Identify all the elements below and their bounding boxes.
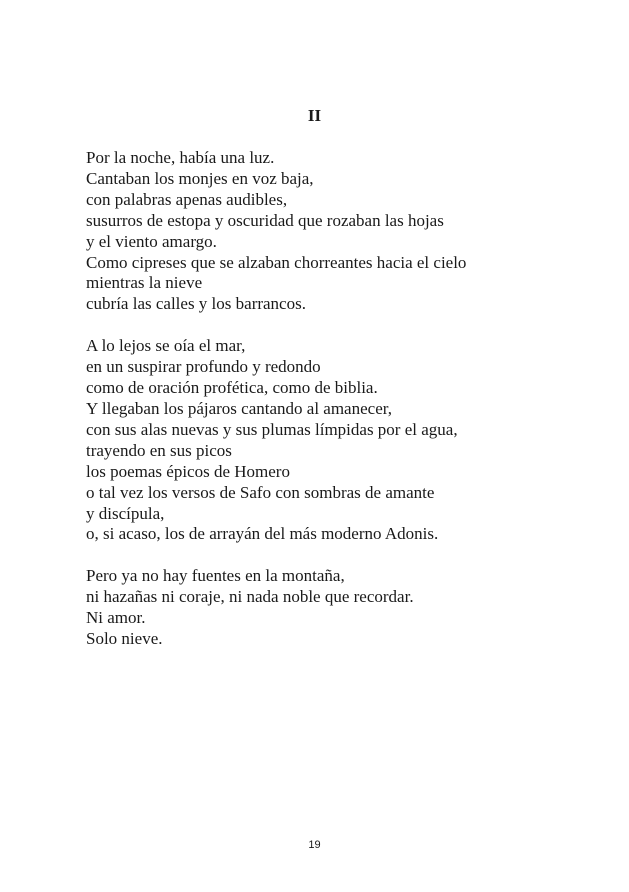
verse-line: Pero ya no hay fuentes en la montaña,	[86, 566, 345, 586]
verse-line: Solo nieve.	[86, 629, 163, 649]
verse-line: y el viento amargo.	[86, 231, 217, 251]
verse-line: A lo lejos se oía el mar,	[86, 336, 246, 356]
poem-title: II	[307, 106, 322, 125]
verse-line: los poemas épicos de Homero	[86, 461, 290, 481]
stanza-1	[86, 148, 606, 315]
verse-line: ni hazañas ni coraje, ni nada noble que recordar.	[86, 587, 414, 607]
verse-line: con palabras apenas audibles,	[86, 189, 288, 209]
verse-line: susurros de estopa y oscuridad que rozaban las hojas	[86, 210, 444, 230]
verse-line: o, si acaso, los de arrayán del más moderno Adonis.	[86, 524, 439, 544]
page-number: 19	[308, 839, 321, 851]
verse-line: Ni amor.	[86, 608, 146, 628]
verse-line: con sus alas nuevas y sus plumas límpidas por el agua,	[86, 419, 458, 439]
verse-line: mientras la nieve	[86, 273, 203, 293]
verse-line: Y llegaban los pájaros cantando al amanecer,	[86, 398, 392, 418]
stanza-2	[86, 336, 606, 545]
verse-line: y discípula,	[86, 503, 165, 523]
verse-line: cubría las calles y los barrancos.	[86, 294, 306, 314]
stanza-3	[86, 566, 606, 650]
verse-line: Por la noche, había una luz.	[86, 148, 275, 167]
verse-line: como de oración profética, como de biblia.	[86, 378, 378, 398]
verse-line: Como cipreses que se alzaban chorreantes hacia el cielo	[86, 252, 467, 272]
verse-line: Cantaban los monjes en voz baja,	[86, 168, 314, 188]
verse-line: en un suspirar profundo y redondo	[86, 357, 321, 377]
verse-line: o tal vez los versos de Safo con sombras de amante	[86, 482, 435, 502]
poem-body	[86, 148, 606, 671]
verse-line: trayendo en sus picos	[86, 440, 232, 460]
